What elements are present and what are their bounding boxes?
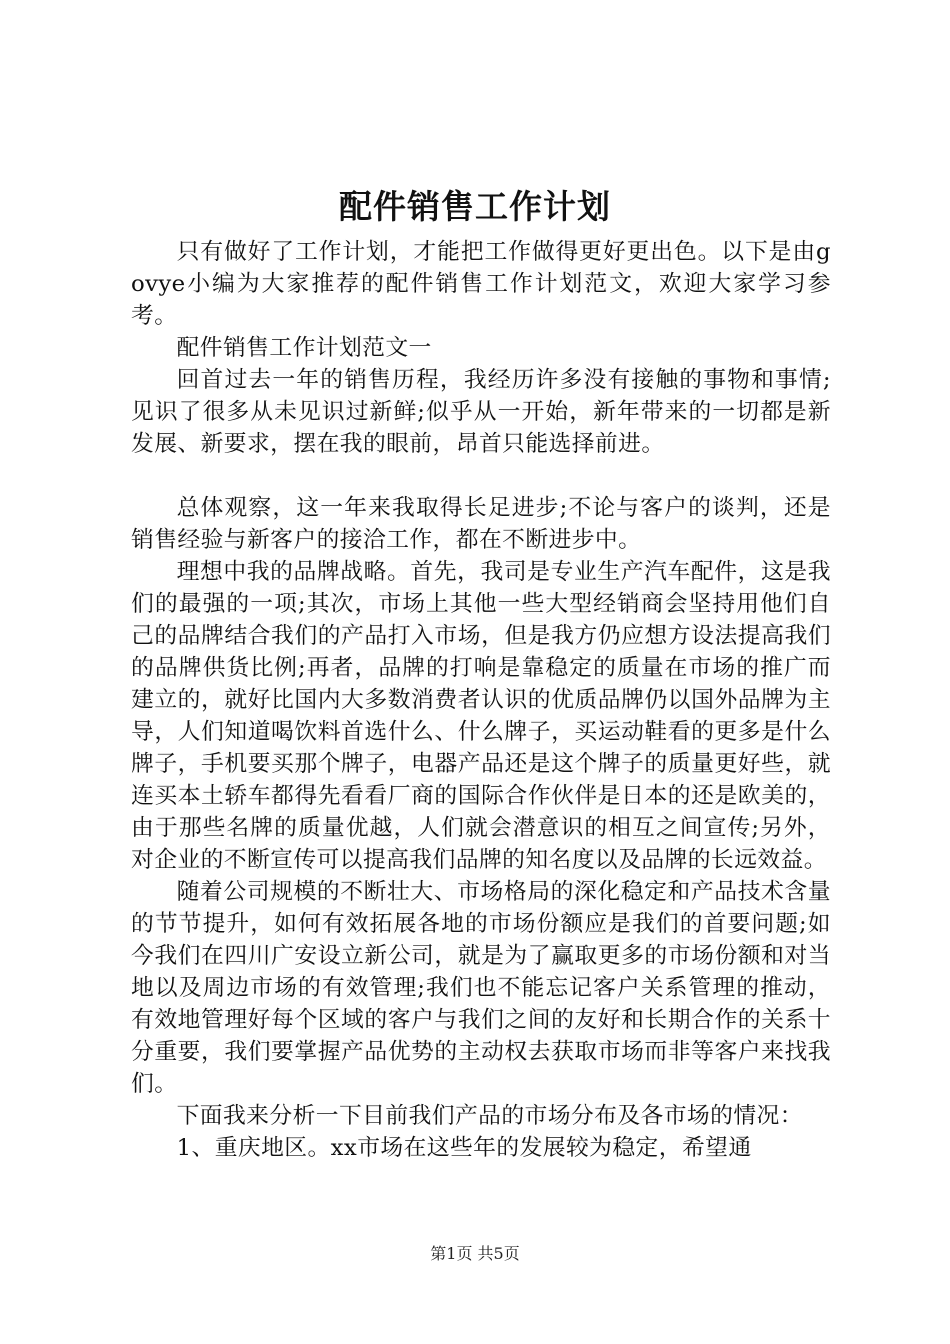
document-body [131,236,831,1164]
intro-paragraph: 只有做好了工作计划，才能把工作做得更好更出色。以下是由govye小编为大家推荐的配件销售工作计划范文，欢迎大家学习参考。 [131,239,831,329]
body-paragraph: 回首过去一年的销售历程，我经历许多没有接触的事物和事情;见识了很多从未见识过新鲜;似乎从一开始，新年带来的一切都是新发展、新要求，摆在我的眼前，昂首只能选择前进。 [131,367,831,457]
body-paragraph: 随着公司规模的不断壮大、市场格局的深化稳定和产品技术含量的节节提升，如何有效拓展各地的市场份额应是我们的首要问题;如今我们在四川广安设立新公司，就是为了赢取更多的市场份额和对当地以及周边市场的有效管理;我们也不能忘记客户关系管理的推动，有效地管理好每个区域的客户与我们之间的友好和长期合作的关系十分重要，我们要掌握产品优势的主动权去获取市场而非等客户来找我们。 [131,879,831,1097]
body-paragraph: 1、重庆地区。xx市场在这些年的发展较为稳定，希望通 [176,1135,752,1161]
section-heading: 配件销售工作计划范文一 [176,335,432,361]
body-paragraph: 总体观察，这一年来我取得长足进步;不论与客户的谈判，还是销售经验与新客户的接洽工作，都在不断进步中。 [131,495,831,553]
document-title: 配件销售工作计划 [339,187,611,226]
page-footer: 第1页 共5页 [430,1244,520,1263]
body-paragraph: 理想中我的品牌战略。首先，我司是专业生产汽车配件，这是我们的最强的一项;其次，市场上其他一些大型经销商会坚持用他们自己的品牌结合我们的产品打入市场，但是我方仍应想方设法提高我们的品牌供货比例;再者，品牌的打响是靠稳定的质量在市场的推广而建立的，就好比国内大多数消费者认识的优质品牌仍以国外品牌为主导，人们知道喝饮料首选什么、什么牌子，买运动鞋看的更多是什么牌子，手机要买那个牌子，电器产品还是这个牌子的质量更好些，就连买本土轿车都得先看看厂商的国际合作伙伴是日本的还是欧美的，由于那些名牌的质量优越，人们就会潜意识的相互之间宣传;另外，对企业的不断宣传可以提高我们品牌的知名度以及品牌的长远效益。 [131,559,831,873]
body-paragraph: 下面我来分析一下目前我们产品的市场分布及各市场的情况： [176,1103,803,1129]
